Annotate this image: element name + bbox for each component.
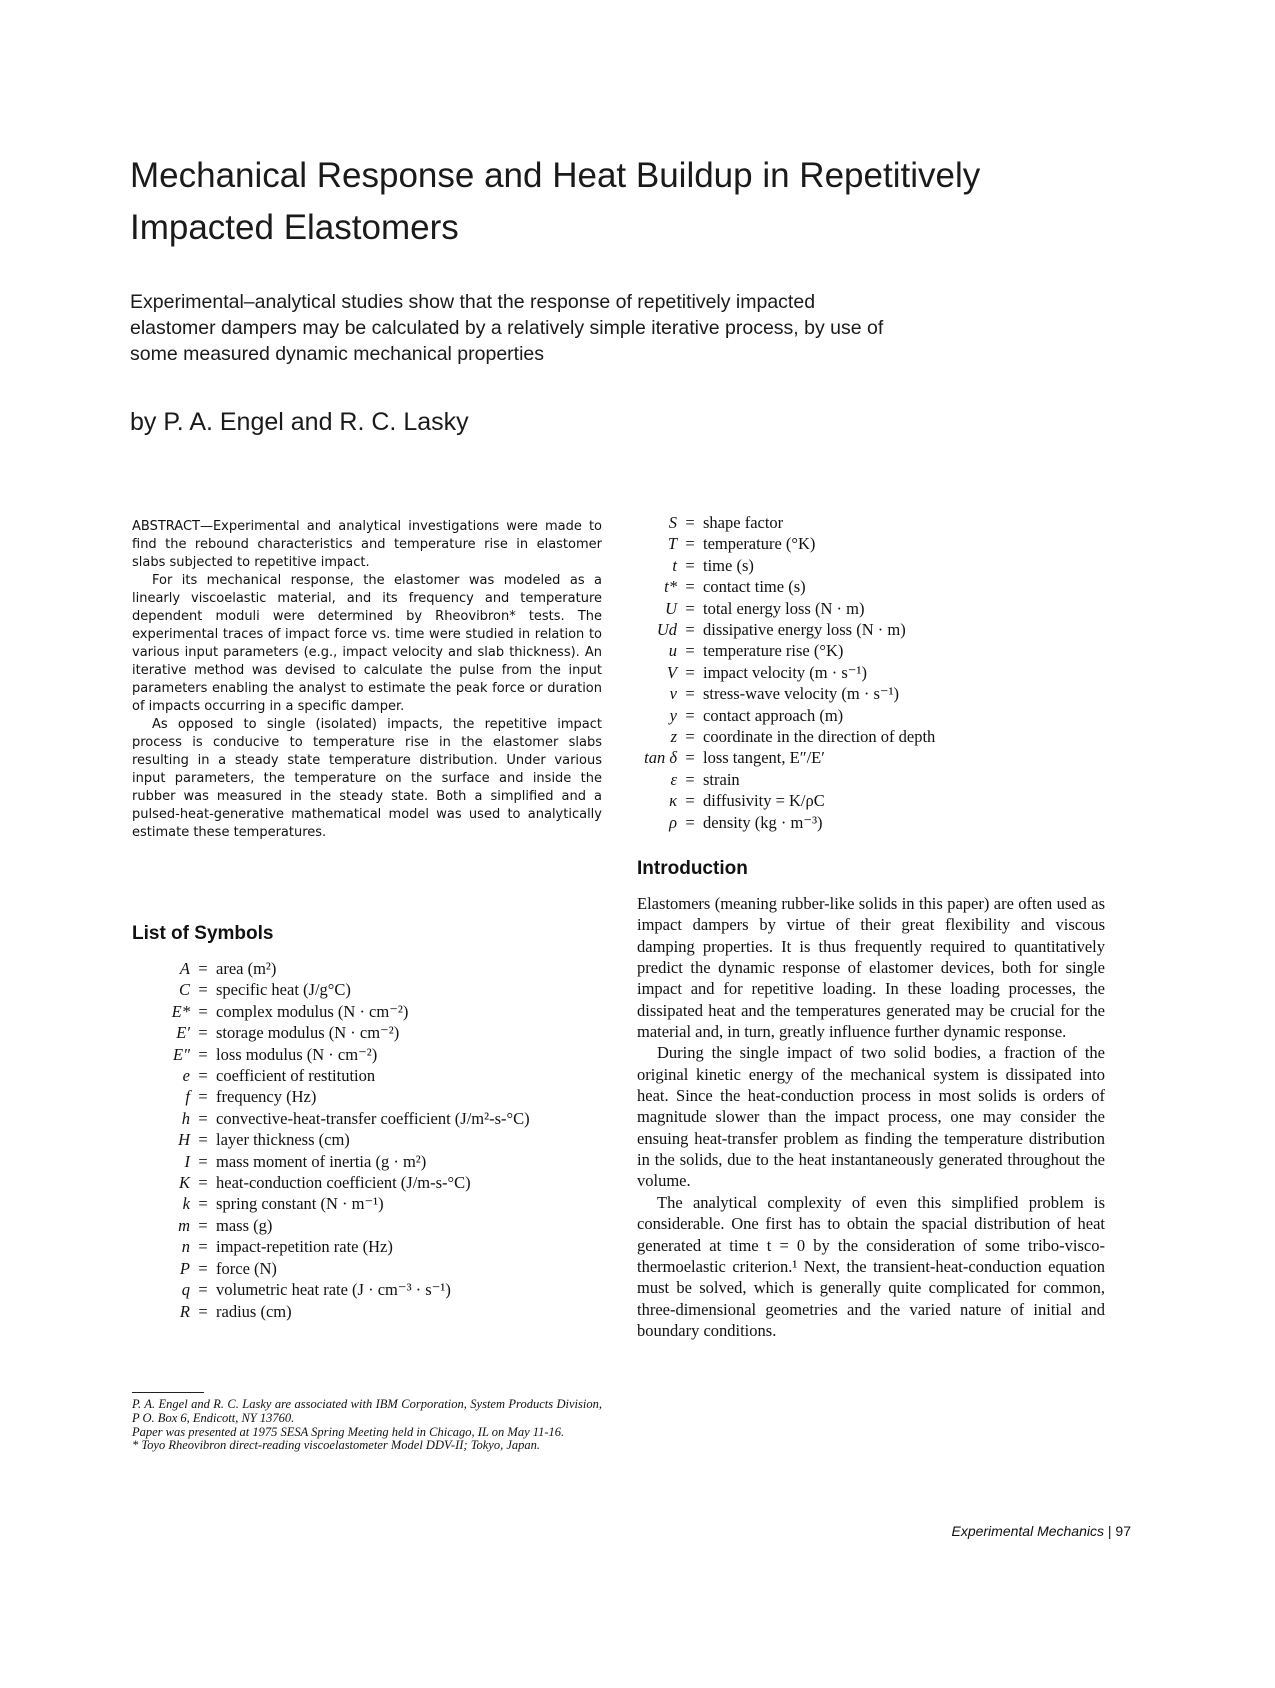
symbol: q [181,1280,190,1300]
paper-title: Mechanical Response and Heat Buildup in Repetitively Impacted Elastomers [130,156,981,247]
symbol-row [637,662,1107,683]
equals-sign: = [198,959,208,978]
symbol: v [669,684,677,704]
symbol-definition: strain [703,769,740,789]
page-number: 97 [1115,1523,1131,1539]
symbol-row [637,769,1107,790]
equals-sign: = [198,1237,208,1257]
introduction-heading: Introduction [637,858,748,879]
symbol-definition: temperature (°K) [703,534,816,554]
equals-sign: = [685,641,695,661]
symbol-row [637,683,1107,704]
symbol-definition: impact velocity (m · s⁻¹) [703,662,867,682]
symbol: T [667,534,677,554]
symbol-definition: coefficient of restitution [216,1066,376,1086]
symbol-definition: loss modulus (N · cm⁻²) [216,1044,378,1064]
abstract-paragraph: As opposed to single (isolated) impacts, the repetitive impact process is conducive to temperature rise in the elastomer slabs resulting in a steady state temperature distribution. Under various input parameters, the temperature on the surface and inside the rubber was measured in the steady state. Both a simplified and a pulsed-heat-generative mathematical model was used to analytically estimate these temperatures. [132,717,602,840]
symbol: e [182,1066,190,1086]
symbol: A [179,959,190,978]
equals-sign: = [685,791,695,811]
symbol: K [178,1173,190,1193]
footnote-rule [132,1392,204,1393]
symbol-row [637,576,1107,597]
footnote: Paper was presented at 1975 SESA Spring Meeting held in Chicago, IL on May 11-16. [132,1424,565,1439]
symbol-row [637,598,1107,619]
page-footer [800,1523,1131,1539]
symbol-list-right [637,512,1107,833]
symbol: f [185,1087,190,1107]
introduction-body [637,893,1105,1341]
symbol-definition: radius (cm) [216,1301,292,1321]
symbol-row [140,1151,580,1172]
equals-sign: = [685,684,695,704]
symbol: n [181,1237,190,1257]
symbol-row [140,1065,580,1086]
symbol: κ [669,791,677,811]
symbol-definition: impact-repetition rate (Hz) [216,1237,393,1257]
symbol-row [140,1215,580,1236]
equals-sign: = [198,1173,208,1193]
symbol-row [637,640,1107,661]
symbol: E″ [173,1044,190,1064]
paper-authors: by P. A. Engel and R. C. Lasky [130,408,469,436]
symbol-definition: dissipative energy loss (N · m) [703,620,906,640]
abstract [132,518,602,842]
symbol-definition: contact approach (m) [703,705,844,725]
equals-sign: = [198,1194,208,1214]
symbol-row [637,705,1107,726]
symbol-row [140,1086,580,1107]
symbol-row [140,1172,580,1193]
symbol-row [140,958,580,979]
symbol: t* [664,577,677,597]
symbol: k [182,1194,190,1214]
symbol-definition: force (N) [216,1258,277,1278]
symbol-row [637,512,1107,533]
symbol-definition: time (s) [703,555,754,575]
symbol-definition: volumetric heat rate (J · cm⁻³ · s⁻¹) [216,1280,451,1300]
symbol-row [637,726,1107,747]
symbol: S [668,513,677,532]
symbol-row [140,1001,580,1022]
footnote: P. A. Engel and R. C. Lasky are associated with IBM Corporation, System Products Division, P O. Box 6, Endicott, NY 13760. [132,1397,602,1425]
symbol-row [140,1022,580,1043]
equals-sign: = [198,1001,208,1021]
symbol-row [637,812,1107,833]
symbol: R [179,1301,190,1321]
equals-sign: = [198,1108,208,1128]
symbol: tan δ [644,748,677,768]
equals-sign: = [198,1066,208,1086]
equals-sign: = [685,598,695,618]
equals-sign: = [198,980,208,1000]
symbol-definition: coordinate in the direction of depth [703,727,936,747]
symbol-row [637,555,1107,576]
equals-sign: = [198,1301,208,1321]
symbol-definition: area (m²) [216,959,277,978]
equals-sign: = [685,769,695,789]
equals-sign: = [685,620,695,640]
symbol: I [184,1151,190,1171]
symbol: z [670,727,677,747]
symbol: m [178,1215,190,1235]
symbol-row [140,1044,580,1065]
journal-name: Experimental Mechanics [951,1523,1104,1539]
symbol-definition: heat-conduction coefficient (J/m-s-°C) [216,1173,471,1193]
symbol: E′ [176,1023,190,1043]
symbol: ρ [669,812,677,832]
abstract-paragraph: ABSTRACT—Experimental and analytical investigations were made to find the rebound characteristics and temperature rise in elastomer slabs subjected to repetitive impact. [132,519,602,570]
equals-sign: = [198,1023,208,1043]
abstract-paragraph: For its mechanical response, the elastomer was modeled as a linearly viscoelastic material, and its frequency and temperature dependent moduli were determined by Rheovibron* tests. The experimental traces of impact force vs. time were studied in relation to various input parameters (e.g., impact velocity and slab thickness). An iterative method was devised to calculate the pulse from the input parameters enabling the analyst to estimate the peak force or duration of impacts occurring in a specific damper. [132,573,602,714]
symbol-definition: convective-heat-transfer coefficient (J/m²-s-°C) [216,1108,530,1128]
symbol: Ud [656,620,677,640]
symbol-definition: shape factor [703,513,784,532]
symbol-definition: specific heat (J/g°C) [216,980,351,1000]
symbol-row [140,1108,580,1129]
intro-paragraph: Elastomers (meaning rubber-like solids in this paper) are often used as impact dampers by virtue of their great flexibility and viscous damping properties. It is thus frequently required to quantitatively predict the dynamic response of elastomer devices, both for single impact and for repetitive loading. In these loading processes, the dissipated heat and the temperatures generated may be crucial for the material and, in turn, greatly influence further dynamic response. [637,894,1105,1042]
equals-sign: = [198,1044,208,1064]
symbol-definition: layer thickness (cm) [216,1130,350,1150]
symbol-definition: mass (g) [216,1215,273,1235]
symbol: U [665,598,677,618]
equals-sign: = [685,577,695,597]
symbol-row [637,619,1107,640]
symbol-row [140,1301,580,1322]
footnotes [132,1398,602,1453]
symbol-definition: spring constant (N · m⁻¹) [216,1194,384,1214]
intro-paragraph: During the single impact of two solid bodies, a fraction of the original kinetic energy of the mechanical system is dissipated into heat. Since the heat-conduction process in most solids is orders of magnitude slower than the impact process, one may consider the ensuing heat-transfer problem as finding the temperature distribution in the solids, due to the heat instantaneously generated throughout the volume. [637,1043,1105,1191]
equals-sign: = [685,705,695,725]
symbol: h [181,1108,190,1128]
symbol-definition: complex modulus (N · cm⁻²) [216,1001,409,1021]
symbol-definition: mass moment of inertia (g · m²) [216,1151,427,1171]
symbol-row [140,1129,580,1150]
symbol-row [140,1258,580,1279]
symbol-row [637,790,1107,811]
symbol-row [637,533,1107,554]
symbol: V [666,662,677,682]
footer-separator: | [1107,1523,1112,1539]
equals-sign: = [198,1258,208,1278]
equals-sign: = [198,1130,208,1150]
symbol-list-left [140,958,580,1322]
symbol: u [668,641,677,661]
symbol-definition: density (kg · m⁻³) [703,812,823,832]
equals-sign: = [685,555,695,575]
symbol: C [178,980,190,1000]
symbol-definition: diffusivity = K/ρC [703,791,825,811]
symbols-heading: List of Symbols [132,923,274,944]
equals-sign: = [198,1280,208,1300]
symbol-row [140,1236,580,1257]
equals-sign: = [685,812,695,832]
symbol: ε [670,769,677,789]
symbol-definition: loss tangent, E″/E′ [703,748,825,768]
equals-sign: = [685,513,695,532]
symbol-row [140,979,580,1000]
equals-sign: = [198,1087,208,1107]
symbol: E* [171,1001,190,1021]
equals-sign: = [198,1215,208,1235]
symbol-definition: frequency (Hz) [216,1087,317,1107]
equals-sign: = [685,534,695,554]
equals-sign: = [685,748,695,768]
symbol-row [140,1193,580,1214]
footnote: * Toyo Rheovibron direct-reading viscoelastometer Model DDV-II; Tokyo, Japan. [132,1438,541,1453]
equals-sign: = [685,662,695,682]
symbol: P [179,1258,190,1278]
symbol-definition: stress-wave velocity (m · s⁻¹) [703,684,900,704]
symbol: y [669,705,677,725]
paper-subtitle: Experimental–analytical studies show that the response of repetitively impacted elastomer dampers may be calculated by a relatively simple iterative process, by use of some measured dynamic mechanical properties [130,291,884,365]
symbol: H [178,1130,190,1150]
symbol-definition: storage modulus (N · cm⁻²) [216,1023,400,1043]
symbol-definition: contact time (s) [703,577,806,597]
symbol-row [637,747,1107,768]
symbol: t [672,555,677,575]
equals-sign: = [198,1151,208,1171]
intro-paragraph: The analytical complexity of even this simplified problem is considerable. One first has to obtain the spacial distribution of heat generated at time t = 0 by the consideration of some tribo-visco-thermoelastic criterion.¹ Next, the transient-heat-conduction equation must be solved, which is generally quite complicated for common, three-dimensional geometries and the varied nature of initial and boundary conditions. [637,1192,1105,1340]
equals-sign: = [685,727,695,747]
symbol-definition: total energy loss (N · m) [703,598,865,618]
symbol-row [140,1279,580,1300]
symbol-definition: temperature rise (°K) [703,641,844,661]
